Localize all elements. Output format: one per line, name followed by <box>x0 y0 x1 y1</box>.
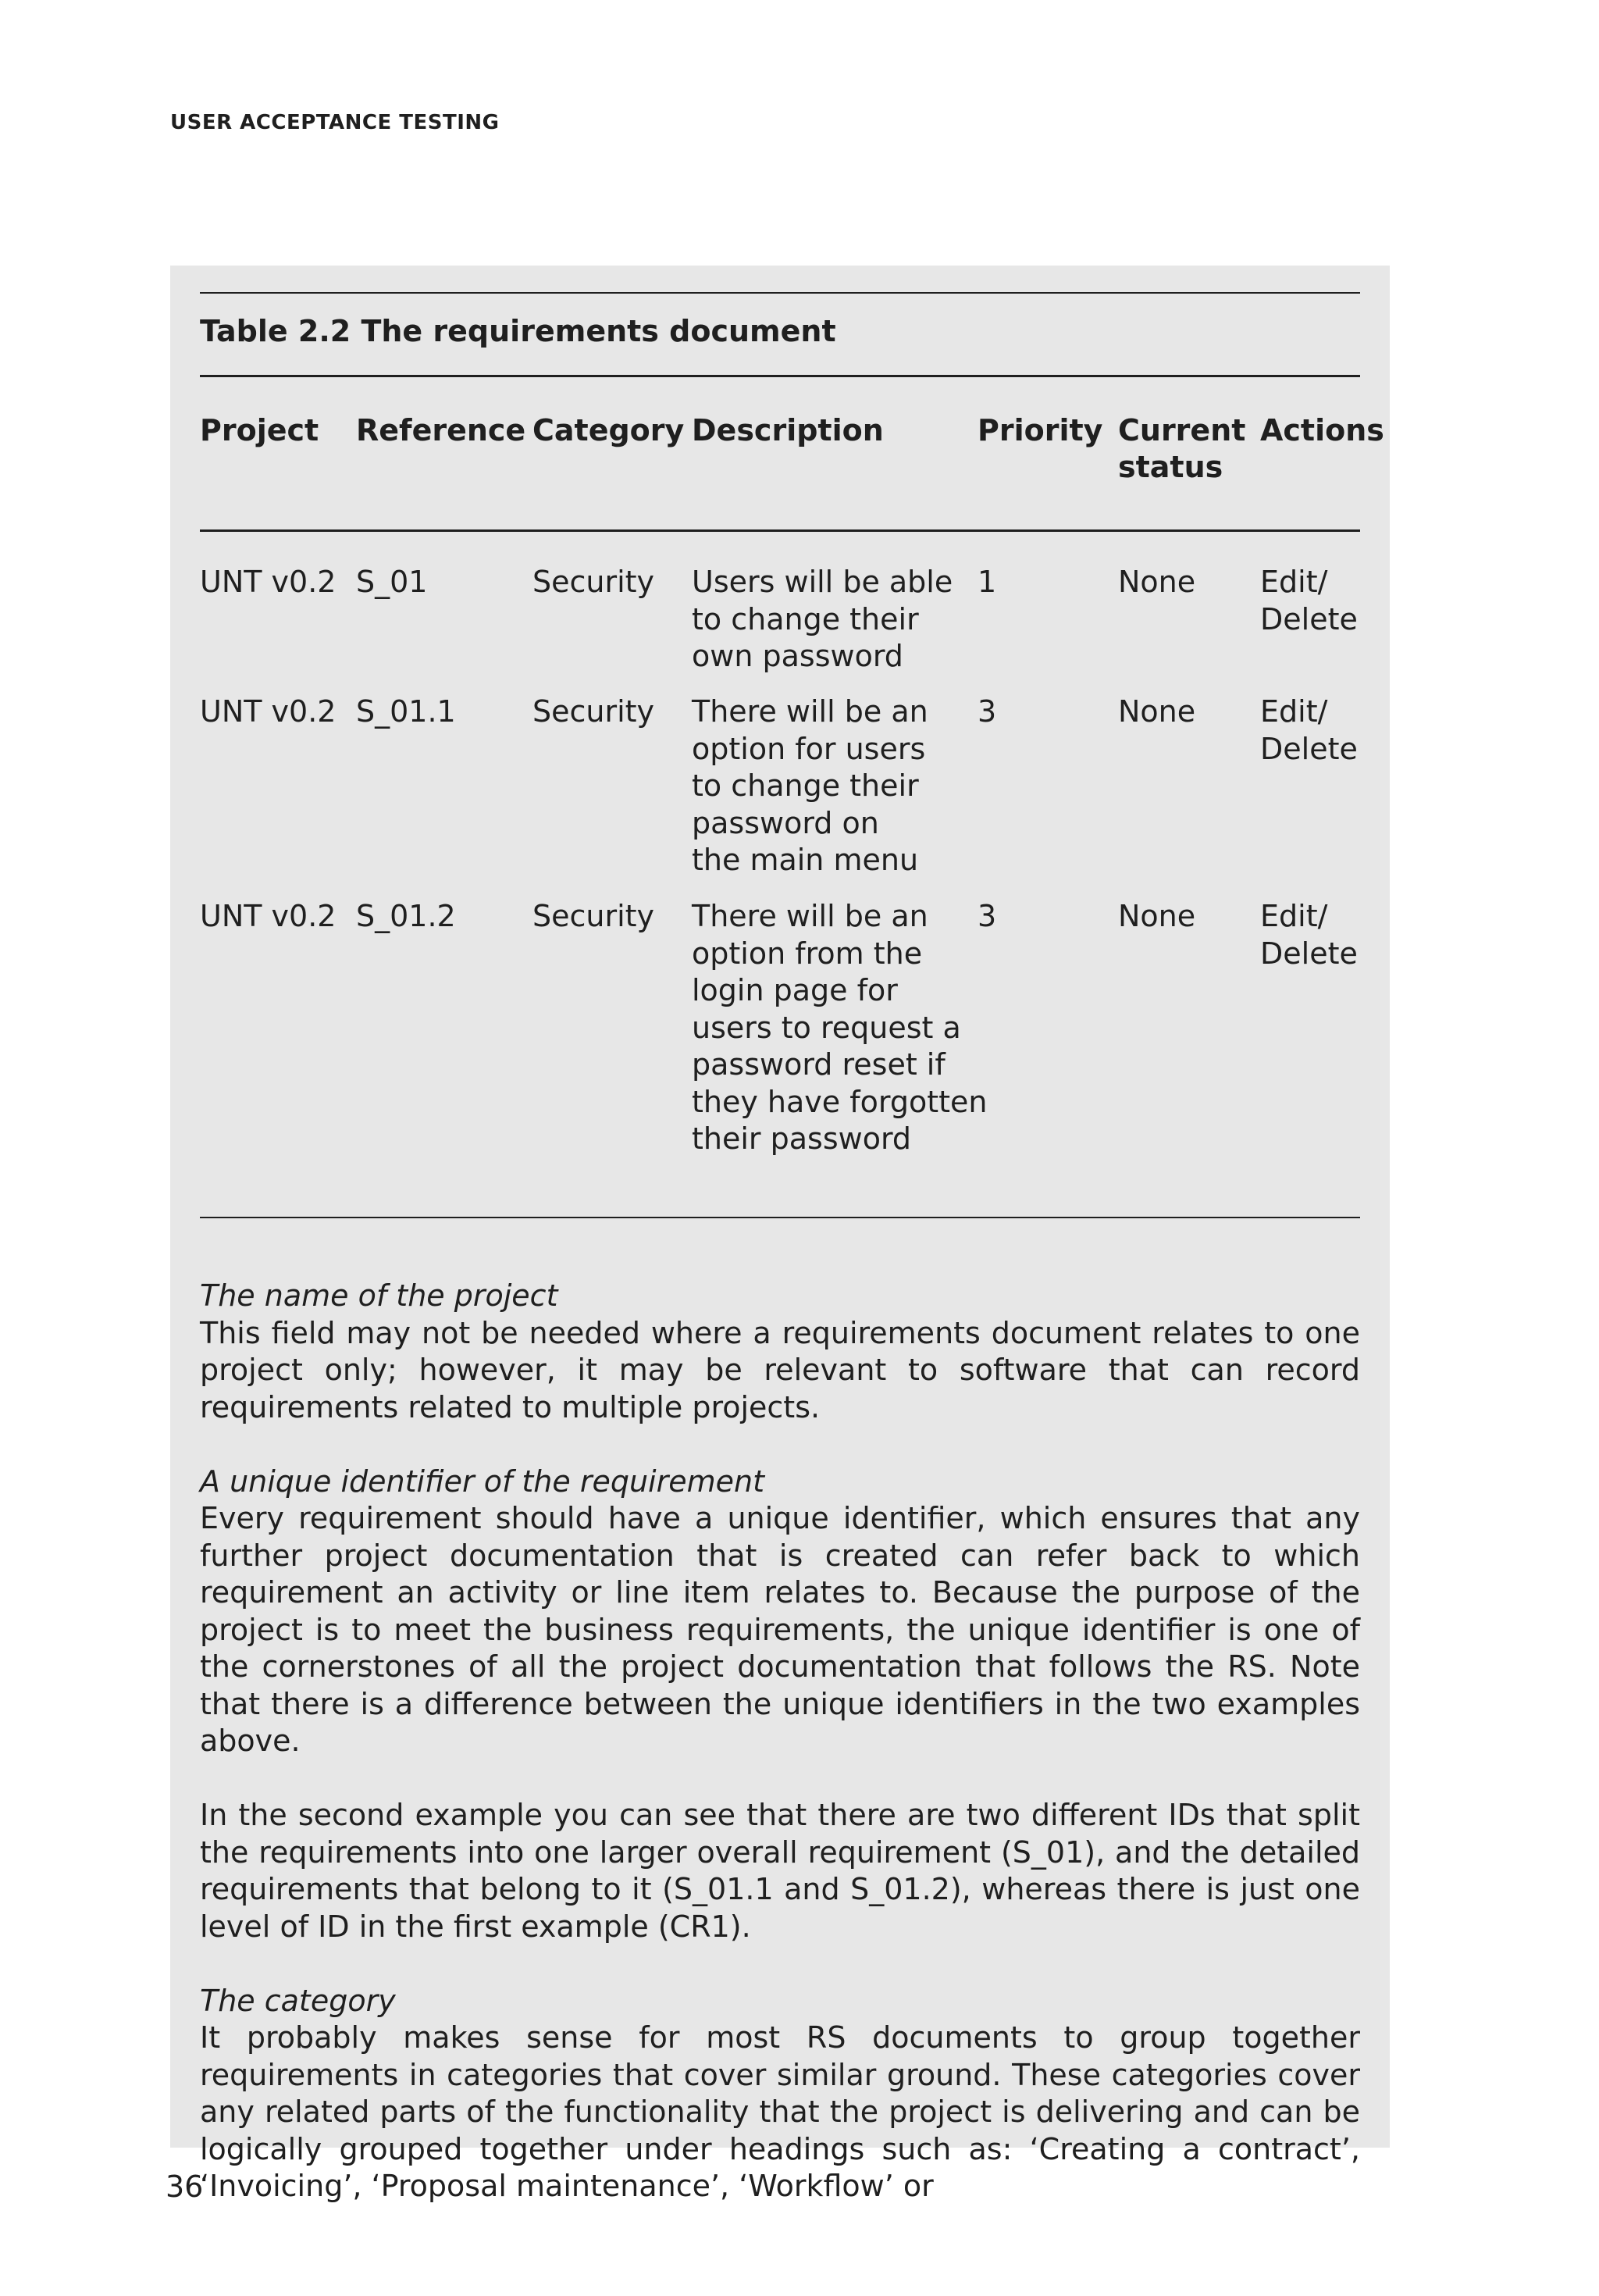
col-header-actions: Actions <box>1260 413 1384 447</box>
cell-description: There will be an option for users to change their password on the main menu <box>692 694 928 877</box>
cell-project: UNT v0.2 <box>200 694 337 729</box>
cell-priority: 3 <box>978 899 997 933</box>
cell-category: Security <box>532 899 655 933</box>
col-header-reference: Reference <box>356 413 526 447</box>
section-heading: The category <box>200 1983 396 2018</box>
cell-priority: 1 <box>978 565 997 599</box>
cell-reference: S_01.1 <box>356 694 456 729</box>
cell-category: Security <box>532 565 655 599</box>
cell-status: None <box>1118 899 1196 933</box>
cell-reference: S_01 <box>356 565 428 599</box>
section <box>200 1464 1360 1946</box>
section-heading: A unique identifier of the requirement <box>200 1464 764 1499</box>
cell-project: UNT v0.2 <box>200 899 337 933</box>
col-header-category: Category <box>532 413 685 447</box>
cell-actions: Edit/ Delete <box>1260 565 1358 636</box>
cell-description: Users will be able to change their own password <box>692 565 953 673</box>
body-text <box>200 1278 1360 2242</box>
table-caption: Table 2.2 The requirements document <box>200 314 836 348</box>
section-paragraph: In the second example you can see that there are two different IDs that split the requirements into one larger overall requirement (S_01), and the detailed requirements that belong to it (S_01.1 and S_01.2), whereas there is just one level of ID in the first example (CR1). <box>200 1798 1360 1944</box>
section-paragraph: Every requirement should have a unique identifier, which ensures that any further project documentation that is created can refer back to which requirement an activity or line item relates to. Because the purpose of the project is to meet the business requirements, the unique identifier is one of the cornerstones of all the project documentation that follows the RS. Note that there is a difference between the unique identifiers in the two examples above. <box>200 1501 1360 1758</box>
section <box>200 1278 1360 1426</box>
header-top-rule <box>200 375 1360 377</box>
cell-status: None <box>1118 694 1196 729</box>
cell-category: Security <box>532 694 655 729</box>
cell-actions: Edit/ Delete <box>1260 899 1358 971</box>
header-bottom-rule <box>200 529 1360 532</box>
running-head: USER ACCEPTANCE TESTING <box>170 111 500 134</box>
section <box>200 1983 1360 2205</box>
col-header-priority: Priority <box>978 413 1103 447</box>
cell-description: There will be an option from the login page for users to request a password reset if they have forgotten their password <box>692 899 988 1156</box>
section-paragraph: It probably makes sense for most RS documents to group together requirements in categories that cover similar ground. These categories cover any related parts of the functionality that the project is delivering and can be logically grouped together under headings such as: ‘Creating a contract’, ‘Invoicing’, ‘Proposal maintenance’, ‘Workflow’ or <box>200 2020 1360 2203</box>
top-rule <box>200 292 1360 294</box>
table-bottom-rule <box>200 1217 1360 1218</box>
col-header-current-status: Current status <box>1118 413 1246 484</box>
cell-status: None <box>1118 565 1196 599</box>
page-number: 36 <box>166 2169 204 2204</box>
col-header-project: Project <box>200 413 319 447</box>
cell-reference: S_01.2 <box>356 899 456 933</box>
cell-project: UNT v0.2 <box>200 565 337 599</box>
cell-priority: 3 <box>978 694 997 729</box>
section-heading: The name of the project <box>200 1278 558 1313</box>
cell-actions: Edit/ Delete <box>1260 694 1358 766</box>
section-paragraph: This field may not be needed where a requirements document relates to one project only; however, it may be relevant to software that can record requirements related to multiple projects. <box>200 1315 1360 1424</box>
col-header-description: Description <box>692 413 884 447</box>
